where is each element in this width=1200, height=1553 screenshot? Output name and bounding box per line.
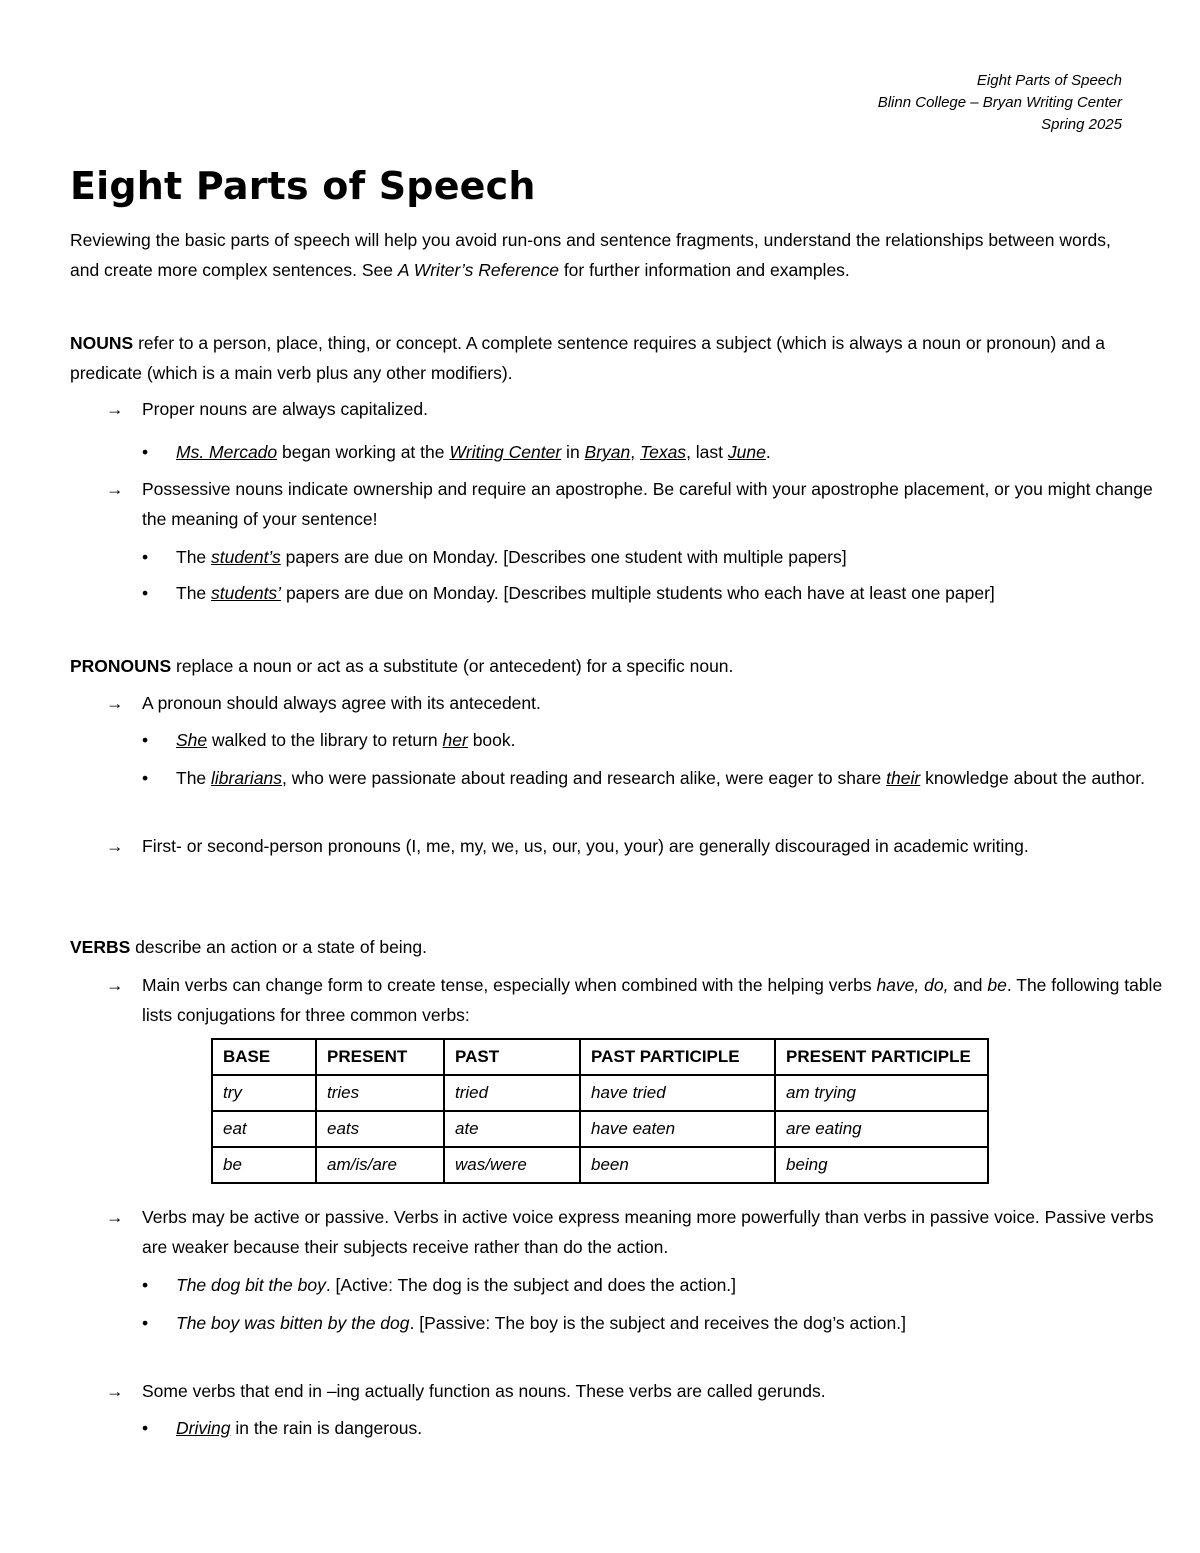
header-institution: Blinn College – Bryan Writing Center (877, 94, 1122, 111)
pronouns-arrow-person: → First- or second-person pronouns (I, me, my, we, us, our, you, your) are generally discouraged in academic writing. (106, 831, 1164, 861)
table-cell: tries (316, 1075, 444, 1111)
arrow-icon: → (106, 479, 124, 499)
nouns-arrow-proper: → Proper nouns are always capitalized. (106, 394, 1164, 424)
column-header: BASE (212, 1039, 316, 1075)
arrow-icon: → (106, 1381, 124, 1401)
table-cell: was/were (444, 1147, 580, 1183)
arrow-icon: → (106, 975, 124, 995)
column-header: PAST (444, 1039, 580, 1075)
nouns-term: NOUNS (70, 333, 134, 353)
bullet-icon: • (142, 1313, 149, 1333)
table-cell: am/is/are (316, 1147, 444, 1183)
table-cell: been (580, 1147, 775, 1183)
table-cell: are eating (775, 1111, 988, 1147)
nouns-example-proper: • Ms. Mercado began working at the Writing Center in Bryan, Texas, last June. (142, 437, 1162, 467)
nouns-arrow-possessive: → Possessive nouns indicate ownership and require an apostrophe. Be careful with your apostrophe placement, or you might change the meaning of your sentence! (106, 474, 1164, 534)
nouns-definition: NOUNS refer to a person, place, thing, or concept. A complete sentence requires a subject (which is always a noun or pronoun) and a predicate (which is a main verb plus any other modifiers). (70, 333, 1106, 383)
verbs-example-active: • The dog bit the boy. [Active: The dog is the subject and does the action.] (142, 1270, 1162, 1300)
table-cell: be (212, 1147, 316, 1183)
table-row (212, 1075, 988, 1111)
verbs-definition: VERBS describe an action or a state of being. (70, 937, 428, 957)
table-cell: have eaten (580, 1111, 775, 1147)
bullet-icon: • (142, 768, 149, 788)
intro-paragraph: Reviewing the basic parts of speech will help you avoid run-ons and sentence fragments, understand the relationships between words, and create more complex sentences. See A Writer’s Reference for further information and examples. (70, 230, 1111, 280)
bullet-icon: • (142, 442, 149, 462)
table-cell: try (212, 1075, 316, 1111)
table-cell: tried (444, 1075, 580, 1111)
bullet-icon: • (142, 1418, 149, 1438)
bullet-icon: • (142, 1275, 149, 1295)
arrow-icon: → (106, 836, 124, 856)
conjugation-table (211, 1038, 989, 1184)
verbs-arrow-voice: → Verbs may be active or passive. Verbs in active voice express meaning more powerfully than verbs in passive voice. Passive verbs are weaker because their subjects receive rather than do the action. (106, 1202, 1164, 1262)
book-title: A Writer’s Reference (397, 260, 559, 280)
header-title: Eight Parts of Speech (976, 72, 1122, 89)
arrow-icon: → (106, 693, 124, 713)
table-cell: eat (212, 1111, 316, 1147)
pronouns-term: PRONOUNS (70, 656, 172, 676)
pronouns-definition: PRONOUNS replace a noun or act as a substitute (or antecedent) for a specific noun. (70, 656, 734, 676)
nouns-example-plural: • The students’ papers are due on Monday. [Describes multiple students who each have at least one paper] (142, 578, 1162, 608)
table-row (212, 1111, 988, 1147)
arrow-icon: → (106, 399, 124, 419)
table-row (212, 1147, 988, 1183)
nouns-example-singular: • The student’s papers are due on Monday. [Describes one student with multiple papers] (142, 542, 1162, 572)
header-term: Spring 2025 (1041, 116, 1122, 133)
table-cell: am trying (775, 1075, 988, 1111)
bullet-icon: • (142, 583, 149, 603)
arrow-icon: → (106, 1207, 124, 1227)
column-header: PRESENT PARTICIPLE (775, 1039, 988, 1075)
table-header-row (212, 1039, 988, 1075)
verbs-example-passive: • The boy was bitten by the dog. [Passive: The boy is the subject and receives the dog’s action.] (142, 1308, 946, 1338)
table-cell: have tried (580, 1075, 775, 1111)
table-cell: ate (444, 1111, 580, 1147)
bullet-icon: • (142, 730, 149, 750)
bullet-icon: • (142, 547, 149, 567)
table-cell: eats (316, 1111, 444, 1147)
verbs-arrow-gerunds: → Some verbs that end in –ing actually function as nouns. These verbs are called gerunds. (106, 1376, 1164, 1406)
verbs-example-gerund: • Driving in the rain is dangerous. (142, 1413, 1162, 1443)
column-header: PAST PARTICIPLE (580, 1039, 775, 1075)
pronouns-arrow-agreement: → A pronoun should always agree with its antecedent. (106, 688, 1164, 718)
pronouns-example-1: • She walked to the library to return her book. (142, 725, 1162, 755)
verbs-arrow-tense: → Main verbs can change form to create tense, especially when combined with the helping verbs have, do, and be. The following table lists conjugations for three common verbs: (106, 970, 1164, 1030)
page-title: Eight Parts of Speech (70, 164, 536, 208)
running-header (878, 70, 1122, 136)
pronouns-example-2: • The librarians, who were passionate about reading and research alike, were eager to share their knowledge about the author. (142, 763, 1162, 793)
verbs-term: VERBS (70, 937, 131, 957)
table-cell: being (775, 1147, 988, 1183)
column-header: PRESENT (316, 1039, 444, 1075)
